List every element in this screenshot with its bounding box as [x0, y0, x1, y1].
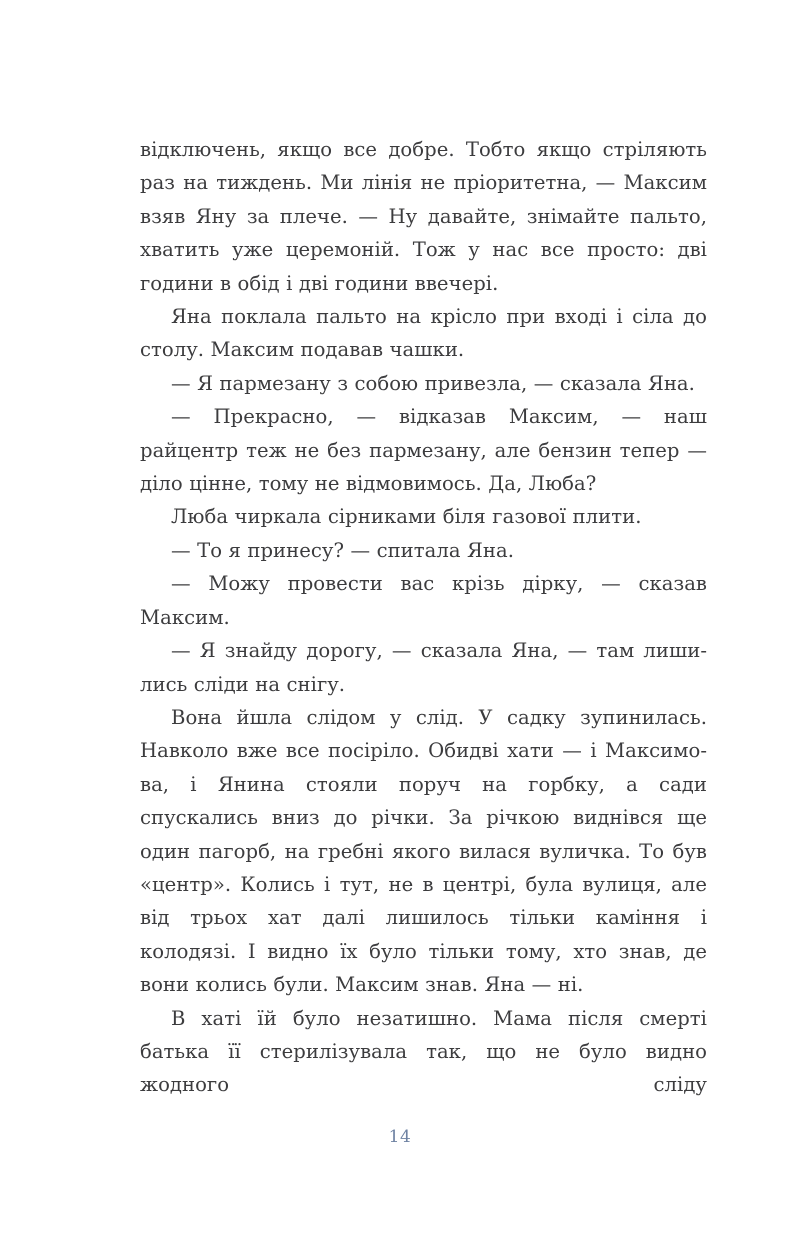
paragraph: Яна поклала пальто на крісло при вході і сіла до столу. Максим подавав чашки.	[140, 305, 707, 362]
paragraph: — Прекрасно, — відказав Максим, — наш райцентр теж не без пармезану, але бензин тепер — діло цінне, тому не відмовимось. Да, Люба?	[140, 405, 707, 496]
body-text-block	[140, 133, 707, 1102]
page-number: 14	[388, 1127, 412, 1147]
paragraph: — То я принесу? — спитала Яна.	[171, 538, 514, 562]
paragraph: — Я пармезану з собою привезла, — сказала Яна.	[171, 371, 695, 395]
paragraph: Люба чиркала сірниками біля газової плити.	[171, 505, 642, 529]
paragraph: — Я знайду дорогу, — сказала Яна, — там лишились сліди на снігу.	[140, 639, 707, 696]
paragraph: відключень, якщо все добре. Тобто якщо стріляють раз на тиждень. Ми лінія не пріоритетна, — Максим взяв Яну за плече. — Ну давайте, знімайте пальто, хватить уже церемоній. Тож у нас все просто: дві години в обід і дві години ввечері.	[140, 138, 707, 295]
paragraph: В хаті їй було незатишно. Мама після смерті батька її стерилізувала так, що не було видно жодного сліду	[140, 1006, 707, 1097]
paragraph: — Можу провести вас крізь дірку, — сказав Максим.	[140, 572, 707, 629]
paragraph: Вона йшла слідом у слід. У садку зупинилась. Навколо вже все посіріло. Обидві хати — і Максимова, і Янина стояли поруч на горбку, а сади спускались вниз до річки. За річкою виднівся ще один пагорб, на гребні якого вилася вуличка. То був «центр». Колись і тут, не в центрі, була вулиця, але від трьох хат далі лишилось тільки каміння і колодязі. І видно їх було тільки тому, хто знав, де вони колись були. Максим знав. Яна — ні.	[140, 705, 707, 997]
